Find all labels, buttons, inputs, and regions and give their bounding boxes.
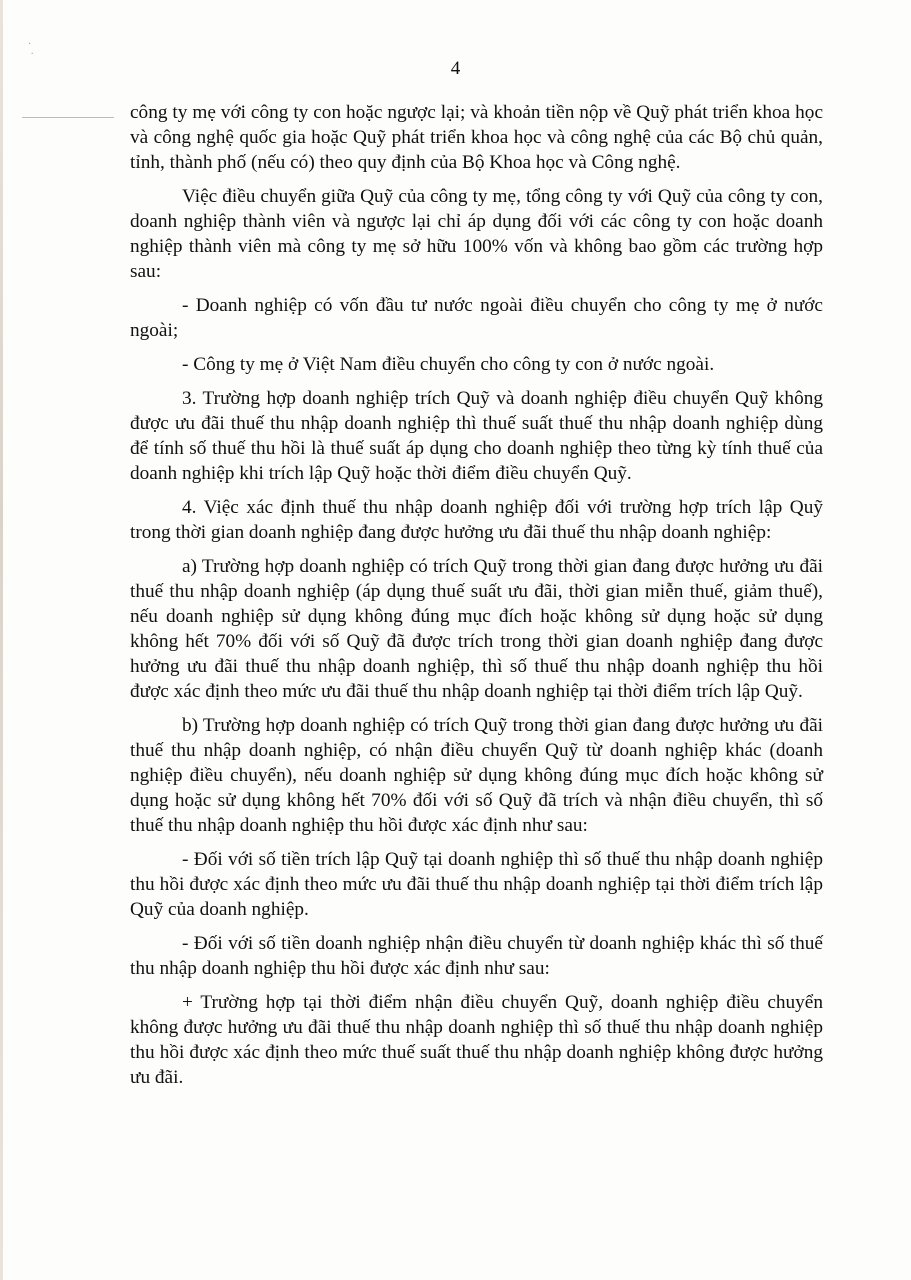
- paragraph: - Đối với số tiền doanh nghiệp nhận điều chuyển từ doanh nghiệp khác thì số thuế thu nhập doanh nghiệp thu hồi được xác định như sau:: [130, 933, 823, 979]
- paragraph-continuation: công ty mẹ với công ty con hoặc ngược lại; và khoản tiền nộp về Quỹ phát triển khoa học và công nghệ quốc gia hoặc Quỹ phát triển khoa học và công nghệ của các Bộ chủ quản, tỉnh, thành phố (nếu có) theo quy định của Bộ Khoa học và Công nghệ.: [130, 102, 823, 173]
- paragraph: b) Trường hợp doanh nghiệp có trích Quỹ trong thời gian đang được hưởng ưu đãi thuế thu nhập doanh nghiệp, có nhận điều chuyển Quỹ từ doanh nghiệp khác (doanh nghiệp điều chuyển), nếu doanh nghiệp sử dụng không đúng mục đích hoặc không sử dụng hoặc sử dụng không hết 70% đối với số Quỹ đã trích và nhận điều chuyển, thì số thuế thu nhập doanh nghiệp thu hồi được xác định như sau:: [130, 715, 823, 836]
- paragraph: - Công ty mẹ ở Việt Nam điều chuyển cho công ty con ở nước ngoài.: [182, 354, 715, 375]
- paragraph: + Trường hợp tại thời điểm nhận điều chuyển Quỹ, doanh nghiệp điều chuyển không được hưởng ưu đãi thuế thu nhập doanh nghiệp thì số thuế thu nhập doanh nghiệp thu hồi được xác định theo mức thuế suất thuế thu nhập doanh nghiệp không được hưởng ưu đãi.: [130, 992, 823, 1088]
- scan-edge: [0, 0, 3, 1280]
- scan-speck: · ·: [28, 39, 34, 60]
- paragraph: - Đối với số tiền trích lập Quỹ tại doanh nghiệp thì số thuế thu nhập doanh nghiệp thu hồi được xác định theo mức ưu đãi thuế thu nhập doanh nghiệp tại thời điểm trích lập Quỹ của doanh nghiệp.: [130, 849, 823, 920]
- paragraph: 4. Việc xác định thuế thu nhập doanh nghiệp đối với trường hợp trích lập Quỹ trong thời gian doanh nghiệp đang được hưởng ưu đãi thuế thu nhập doanh nghiệp:: [130, 497, 823, 543]
- page-number: 4: [450, 58, 461, 79]
- paragraph: a) Trường hợp doanh nghiệp có trích Quỹ trong thời gian đang được hưởng ưu đãi thuế thu nhập doanh nghiệp (áp dụng thuế suất ưu đãi, thời gian miễn thuế, giảm thuế), nếu doanh nghiệp sử dụng không đúng mục đích hoặc không sử dụng hoặc sử dụng không hết 70% đối với số Quỹ đã được trích trong thời gian doanh nghiệp đang được hưởng ưu đãi thuế thu nhập doanh nghiệp, thì số thuế thu nhập doanh nghiệp thu hồi được xác định theo mức ưu đãi thuế thu nhập doanh nghiệp tại thời điểm trích lập Quỹ.: [130, 556, 823, 702]
- paragraph: - Doanh nghiệp có vốn đầu tư nước ngoài điều chuyển cho công ty mẹ ở nước ngoài;: [130, 295, 823, 341]
- paragraph: Việc điều chuyển giữa Quỹ của công ty mẹ, tổng công ty với Quỹ của công ty con, doanh nghiệp thành viên và ngược lại chỉ áp dụng đối với các công ty con hoặc doanh nghiệp thành viên mà công ty mẹ sở hữu 100% vốn và không bao gồm các trường hợp sau:: [130, 186, 823, 282]
- paragraph: 3. Trường hợp doanh nghiệp trích Quỹ và doanh nghiệp điều chuyển Quỹ không được ưu đãi thuế thu nhập doanh nghiệp thì thuế suất thuế thu nhập doanh nghiệp dùng để tính số thuế thu hồi là thuế suất áp dụng cho doanh nghiệp theo từng kỳ tính thuế của doanh nghiệp khi trích lập Quỹ hoặc thời điểm điều chuyển Quỹ.: [130, 388, 823, 484]
- scan-line: [22, 117, 114, 118]
- document-body: [130, 100, 823, 1099]
